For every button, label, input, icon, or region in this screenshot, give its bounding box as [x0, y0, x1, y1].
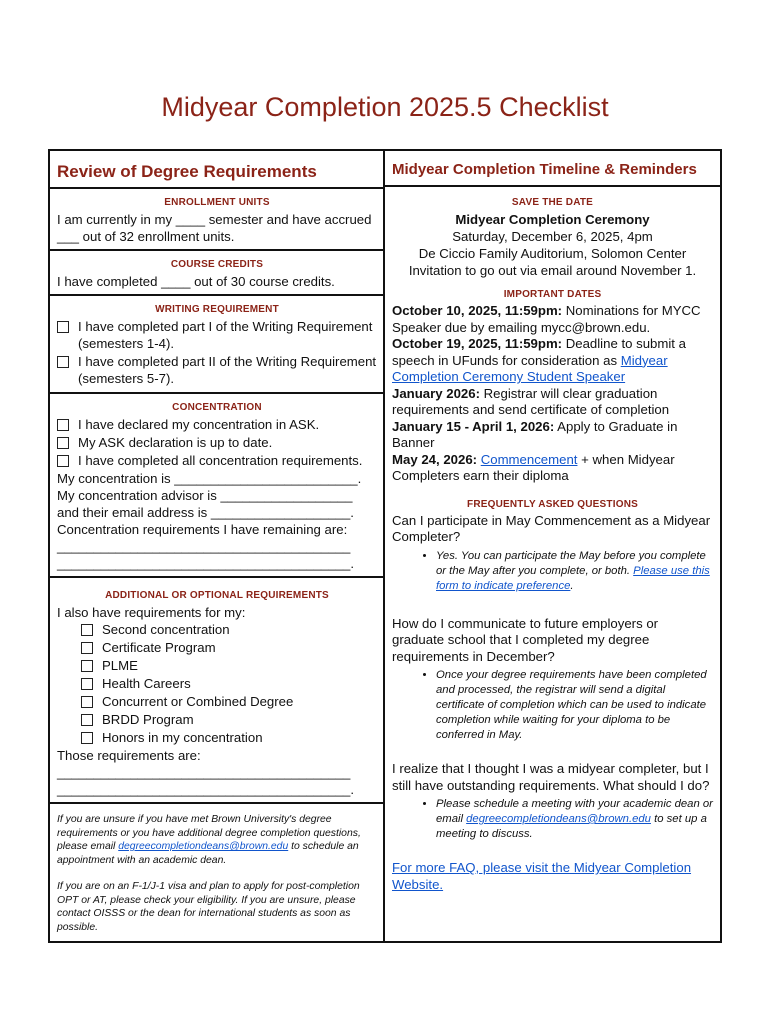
faq-heading: FREQUENTLY ASKED QUESTIONS — [467, 498, 638, 510]
additional-section — [50, 576, 383, 802]
faq-question: How do I communicate to future employers or graduate school that I completed my degree requirements in December? — [392, 615, 659, 664]
checkbox[interactable] — [81, 624, 93, 636]
date-item: January 2026: Registrar will clear graduation requirements and send certificate of completion — [392, 385, 670, 417]
faq-more — [392, 860, 713, 909]
checkbox[interactable] — [81, 678, 93, 690]
additional-item[interactable]: Health Careers — [57, 675, 377, 692]
additional-item[interactable]: PLME — [57, 657, 377, 674]
credits-section — [50, 249, 383, 294]
checkbox[interactable] — [57, 419, 69, 431]
additional-item[interactable]: BRDD Program — [57, 711, 377, 728]
credits-heading: COURSE CREDITS — [170, 259, 264, 270]
blank-line: ________________________________________ — [57, 765, 351, 780]
event-place: De Ciccio Family Auditorium, Solomon Center — [418, 246, 687, 261]
preference-form-link[interactable]: Please use this form to indicate preference — [436, 564, 710, 592]
enrollment-text: I am currently in my ____ semester and have accrued ___ out of 32 enrollment units. — [57, 212, 372, 244]
writing-section — [50, 294, 383, 392]
deans-email-link[interactable]: degreecompletiondeans@brown.edu — [466, 813, 651, 825]
remaining-line: Concentration requirements I have remaining are: — [57, 522, 348, 537]
event-name: Midyear Completion Ceremony — [455, 212, 650, 227]
advisor-line: My concentration advisor is __________________ — [57, 488, 353, 503]
timeline-column — [384, 150, 721, 942]
timeline-content — [385, 187, 720, 913]
faq-answer: • Once your degree requirements have been completed and processed, the registrar will send a digital certificate of completion which can be used to indicate completion while waiting for your diploma to be conferred in May. — [392, 668, 713, 743]
date-item: October 19, 2025, 11:59pm: Deadline to submit a speech in UFunds for consideration as Midyear Completion Ceremony Student Speaker — [392, 336, 686, 384]
faq-answer: • Yes. You can participate the May before you complete or the May after you complete, or both. Please use this form to indicate preference. — [392, 549, 713, 594]
checkbox[interactable] — [57, 437, 69, 449]
faq-answer: • Please schedule a meeting with your academic dean or email degreecompletiondeans@brown.edu to set up a meeting to discuss. — [392, 797, 713, 842]
invitation-note: Invitation to go out via email around November 1. — [408, 263, 697, 278]
midyear-website-link[interactable]: For more FAQ, please visit the Midyear Completion Website. — [392, 860, 692, 892]
blank-line: ________________________________________ — [57, 539, 351, 554]
additional-item[interactable]: Certificate Program — [57, 639, 377, 656]
date-item: October 10, 2025, 11:59pm: Nominations for MYCC Speaker due by emailing mycc@brown.edu. — [392, 303, 701, 335]
faq-question: Can I participate in May Commencement as a Midyear Completer? — [392, 512, 711, 544]
additional-item[interactable]: Honors in my concentration — [57, 729, 377, 746]
checkbox[interactable] — [81, 696, 93, 708]
faq-question: I realize that I thought I was a midyear completer, but I still have outstanding requirements. What should I do? — [392, 761, 710, 793]
degree-requirements-column — [49, 150, 384, 942]
save-date-heading: SAVE THE DATE — [511, 197, 594, 208]
checkbox[interactable] — [81, 642, 93, 654]
enrollment-section — [50, 187, 383, 249]
checkbox[interactable] — [57, 321, 69, 333]
checkbox[interactable] — [81, 714, 93, 726]
concentration-heading: CONCENTRATION — [172, 402, 262, 413]
date-item: January 15 - April 1, 2026: Apply to Graduate in Banner — [392, 418, 678, 450]
writing-heading: WRITING REQUIREMENT — [155, 304, 279, 315]
checkbox[interactable] — [81, 732, 93, 744]
additional-heading: ADDITIONAL OR OPTIONAL REQUIREMENTS — [105, 590, 329, 601]
unsure-note: If you are unsure if you have met Brown University's degree requirements or you have additional degree completion questions, please email degreecompletiondeans@brown.edu to schedule an appointment with an academic dean. — [57, 814, 361, 866]
concentration-section — [50, 392, 383, 576]
additional-intro: I also have requirements for my: — [57, 605, 246, 620]
concentration-item-1[interactable]: I have declared my concentration in ASK. — [57, 416, 377, 433]
deans-email-link[interactable]: degreecompletiondeans@brown.edu — [118, 841, 289, 852]
concentration-item-2[interactable]: My ASK declaration is up to date. — [57, 434, 377, 451]
writing-item-2[interactable]: I have completed part II of the Writing Requirement (semesters 5-7). — [57, 353, 377, 387]
writing-item-1[interactable]: I have completed part I of the Writing Requirement (semesters 1-4). — [57, 318, 377, 352]
visa-note: If you are on an F-1/J-1 visa and plan to apply for post-completion OPT or AT, please check your eligibility. If you are unsure, please contact OISSS or the dean for international students as soon as possible. — [57, 881, 360, 933]
checklist-table — [48, 149, 722, 943]
blank-line: ________________________________________. — [57, 782, 355, 797]
important-dates-heading: IMPORTANT DATES — [503, 289, 602, 300]
additional-item[interactable]: Concurrent or Combined Degree — [57, 693, 377, 710]
checkbox[interactable] — [81, 660, 93, 672]
enrollment-heading: ENROLLMENT UNITS — [164, 197, 270, 208]
credits-text: I have completed ____ out of 30 course credits. — [57, 274, 335, 289]
left-column-header: Review of Degree Requirements — [57, 162, 317, 181]
date-item: May 24, 2026: Commencement + when Midyear Completers earn their diploma — [392, 451, 675, 483]
blank-line: ________________________________________. — [57, 556, 355, 571]
those-requirements-line: Those requirements are: — [57, 748, 201, 763]
advisor-email-line: and their email address is ___________________. — [57, 505, 354, 520]
commencement-link[interactable]: Commencement — [480, 451, 578, 467]
right-column-header: Midyear Completion Timeline & Reminders — [385, 151, 720, 187]
concentration-line: My concentration is _________________________. — [57, 471, 362, 486]
concentration-item-3[interactable]: I have completed all concentration requirements. — [57, 452, 377, 469]
notes-section — [50, 802, 383, 941]
event-date: Saturday, December 6, 2025, 4pm — [452, 229, 653, 244]
student-speaker-link[interactable]: Midyear Completion Ceremony Student Speaker — [392, 352, 668, 384]
checkbox[interactable] — [57, 455, 69, 467]
checkbox[interactable] — [57, 356, 69, 368]
page-title: Midyear Completion 2025.5 Checklist — [161, 92, 609, 122]
additional-item[interactable]: Second concentration — [57, 621, 377, 638]
